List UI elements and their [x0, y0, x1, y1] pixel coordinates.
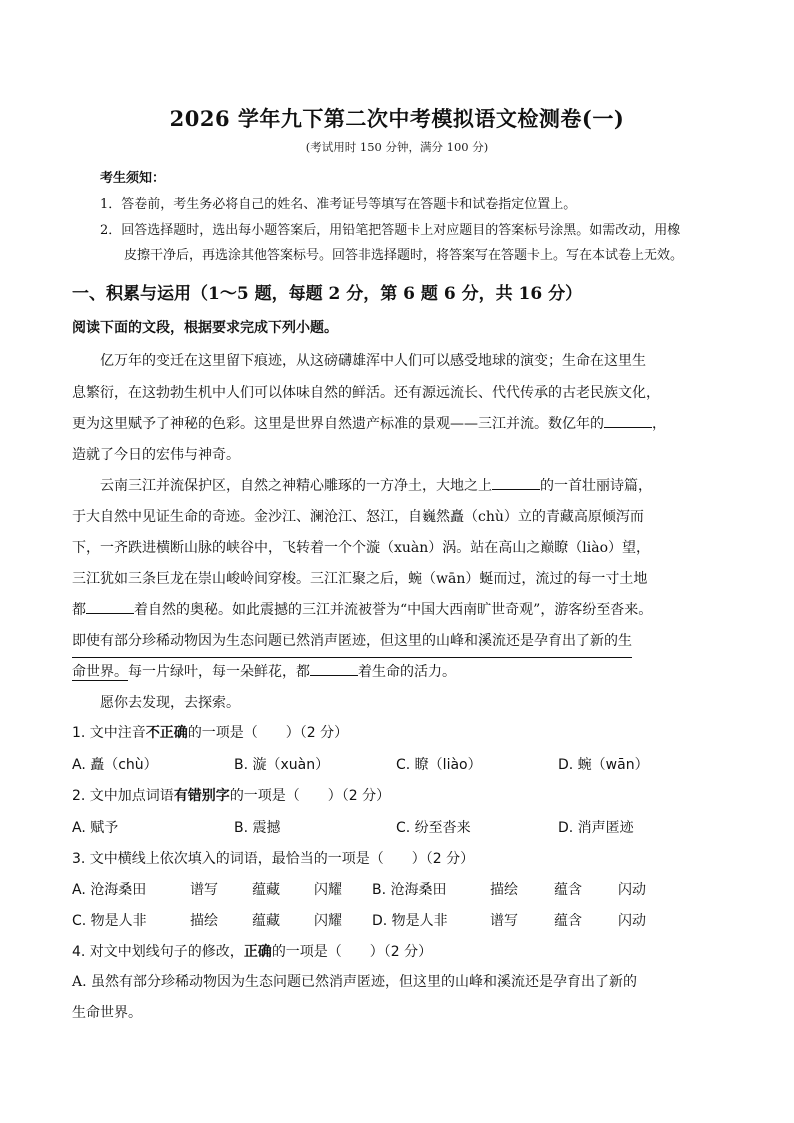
q3-option-c-idiom[interactable]: C. 物是人非 — [72, 913, 147, 929]
q3-option-a-word: 谱写 — [190, 882, 218, 898]
reading-instruction: 阅读下面的文段，根据要求完成下列小题。 — [72, 320, 338, 336]
q3-option-a-idiom[interactable]: A. 沧海桑田 — [72, 882, 147, 898]
q3-option-b-word: 闪动 — [618, 882, 646, 898]
notice-item-2-line-1: 2．回答选择题时，选出每小题答案后，用铅笔把答题卡上对应题目的答案标号涂黑。如需改动，用橡 — [100, 223, 681, 238]
fill-blank-1[interactable] — [604, 413, 652, 428]
q4-option-a-line-1[interactable]: A. 虽然有部分珍稀动物因为生态问题已然消声匿迹，但这里的山峰和溪流还是孕育出了新的 — [72, 974, 638, 990]
q3-option-b-word: 蕴含 — [554, 882, 582, 898]
q1-option-a[interactable]: A. 矗（chù） — [72, 757, 158, 773]
q1-option-d[interactable]: D. 蜿（wān） — [558, 757, 649, 773]
q3-option-b-word: 描绘 — [490, 882, 518, 898]
fill-blank-3[interactable] — [86, 599, 134, 614]
q1-option-c[interactable]: C. 瞭（liào） — [396, 757, 482, 773]
underlined-sentence-line-2: 命世界。 — [72, 664, 128, 680]
passage-p1-line-3 — [72, 408, 666, 440]
q2-option-c[interactable]: C. 纷至沓来 — [396, 820, 471, 836]
page-title: 2026 学年九下第二次中考模拟语文检测卷(一) — [169, 106, 625, 131]
underlined-sentence-line-1: 即使有部分珍稀动物因为生态问题已然消声匿迹，但这里的山峰和溪流还是孕育出了新的生 — [72, 625, 632, 658]
exam-duration-note: (考试用时 150 分钟，满分 100 分) — [305, 140, 489, 154]
notice-title: 考生须知： — [100, 171, 166, 186]
passage-text: ， — [652, 416, 666, 432]
question-text: 的一项是（ ）（2 分） — [271, 944, 433, 960]
passage-text: 云南三江并流保护区，自然之神精心雕琢的一方净土，大地之上 — [100, 478, 492, 494]
passage-text: 每一片绿叶，每一朵鲜花，都 — [128, 664, 310, 680]
passage-p1-line-2: 息繁衍，在这勃勃生机中人们可以体味自然的鲜活。还有源远流长、代代传承的古老民族文化， — [72, 385, 660, 401]
section-heading: 一、积累与运用（1～5 题，每题 2 分，第 6 题 6 分，共 16 分） — [72, 284, 583, 304]
q2-option-a[interactable]: A. 赋予 — [72, 820, 119, 836]
q3-option-c-word: 蕴藏 — [252, 913, 280, 929]
passage-text: 的一首壮丽诗篇， — [540, 478, 652, 494]
notice-item-1: 1．答卷前，考生务必将自己的姓名、准考证号等填写在答题卡和试卷指定位置上。 — [100, 197, 577, 212]
passage-text: 更为这里赋予了神秘的色彩。这里是世界自然遗产标准的景观——三江并流。数亿年的 — [72, 416, 604, 432]
q2-option-b[interactable]: B. 震撼 — [234, 820, 281, 836]
passage-p2-line-5 — [72, 594, 652, 626]
passage-text: 着自然的奥秘。如此震撼的三江并流被誉为“中国大西南旷世奇观”，游客纷至沓来。 — [134, 602, 653, 618]
question-text: 2. 文中加点词语 — [72, 788, 174, 804]
question-text: 的一项是（ ）（2 分） — [187, 725, 349, 741]
passage-p1-line-1: 亿万年的变迁在这里留下痕迹，从这磅礴雄浑中人们可以感受地球的演变；生命在这里生 — [100, 353, 646, 369]
q2-option-d[interactable]: D. 消声匿迹 — [558, 820, 634, 836]
q1-option-b[interactable]: B. 漩（xuàn） — [234, 757, 330, 773]
passage-p2-line-7 — [72, 656, 456, 688]
passage-p3: 愿你去发现，去探索。 — [100, 695, 240, 711]
q3-option-d-idiom[interactable]: D. 物是人非 — [372, 913, 448, 929]
question-text: 的一项是（ ）（2 分） — [229, 788, 391, 804]
notice-item-2-line-2: 皮擦干净后，再选涂其他答案标号。回答非选择题时，将答案写在答题卡上。写在本试卷上无效。 — [124, 248, 684, 263]
passage-p2-line-3: 下，一齐跌进横断山脉的峡谷中，飞转着一个个漩（xuàn）涡。站在高山之巅瞭（liào）望， — [72, 540, 651, 556]
passage-p1-line-4: 造就了今日的宏伟与神奇。 — [72, 447, 240, 463]
q3-option-c-word: 闪耀 — [314, 913, 342, 929]
question-4 — [72, 941, 432, 961]
question-emphasis: 正确 — [243, 944, 272, 960]
question-emphasis: 有错别字 — [173, 788, 230, 804]
question-text: 1. 文中注音 — [72, 725, 146, 741]
question-2 — [72, 785, 390, 805]
passage-p2-line-2: 于大自然中见证生命的奇迹。金沙江、澜沧江、怒江，自巍然矗（chù）立的青藏高原倾泻而 — [72, 509, 644, 525]
q3-option-b-idiom[interactable]: B. 沧海桑田 — [372, 882, 447, 898]
q4-option-a-line-2: 生命世界。 — [72, 1005, 142, 1021]
fill-blank-2[interactable] — [492, 475, 540, 490]
question-text: 4. 对文中划线句子的修改， — [72, 944, 244, 960]
q3-option-c-word: 描绘 — [190, 913, 218, 929]
q3-option-a-word: 蕴藏 — [252, 882, 280, 898]
q3-option-a-word: 闪耀 — [314, 882, 342, 898]
question-1 — [72, 722, 348, 742]
question-emphasis: 不正确 — [145, 725, 188, 741]
q3-option-d-word: 闪动 — [618, 913, 646, 929]
passage-text: 都 — [72, 602, 86, 618]
fill-blank-4[interactable] — [310, 661, 358, 676]
passage-p2-line-4: 三江犹如三条巨龙在崇山峻岭间穿梭。三江汇聚之后，蜿（wān）蜒而过，流过的每一寸土地 — [72, 571, 648, 587]
q3-option-d-word: 蕴含 — [554, 913, 582, 929]
question-3: 3. 文中横线上依次填入的词语，最恰当的一项是（ ）（2 分） — [72, 851, 475, 867]
q3-option-d-word: 谱写 — [490, 913, 518, 929]
passage-p2-line-1 — [100, 470, 652, 502]
passage-text: 着生命的活力。 — [358, 664, 456, 680]
